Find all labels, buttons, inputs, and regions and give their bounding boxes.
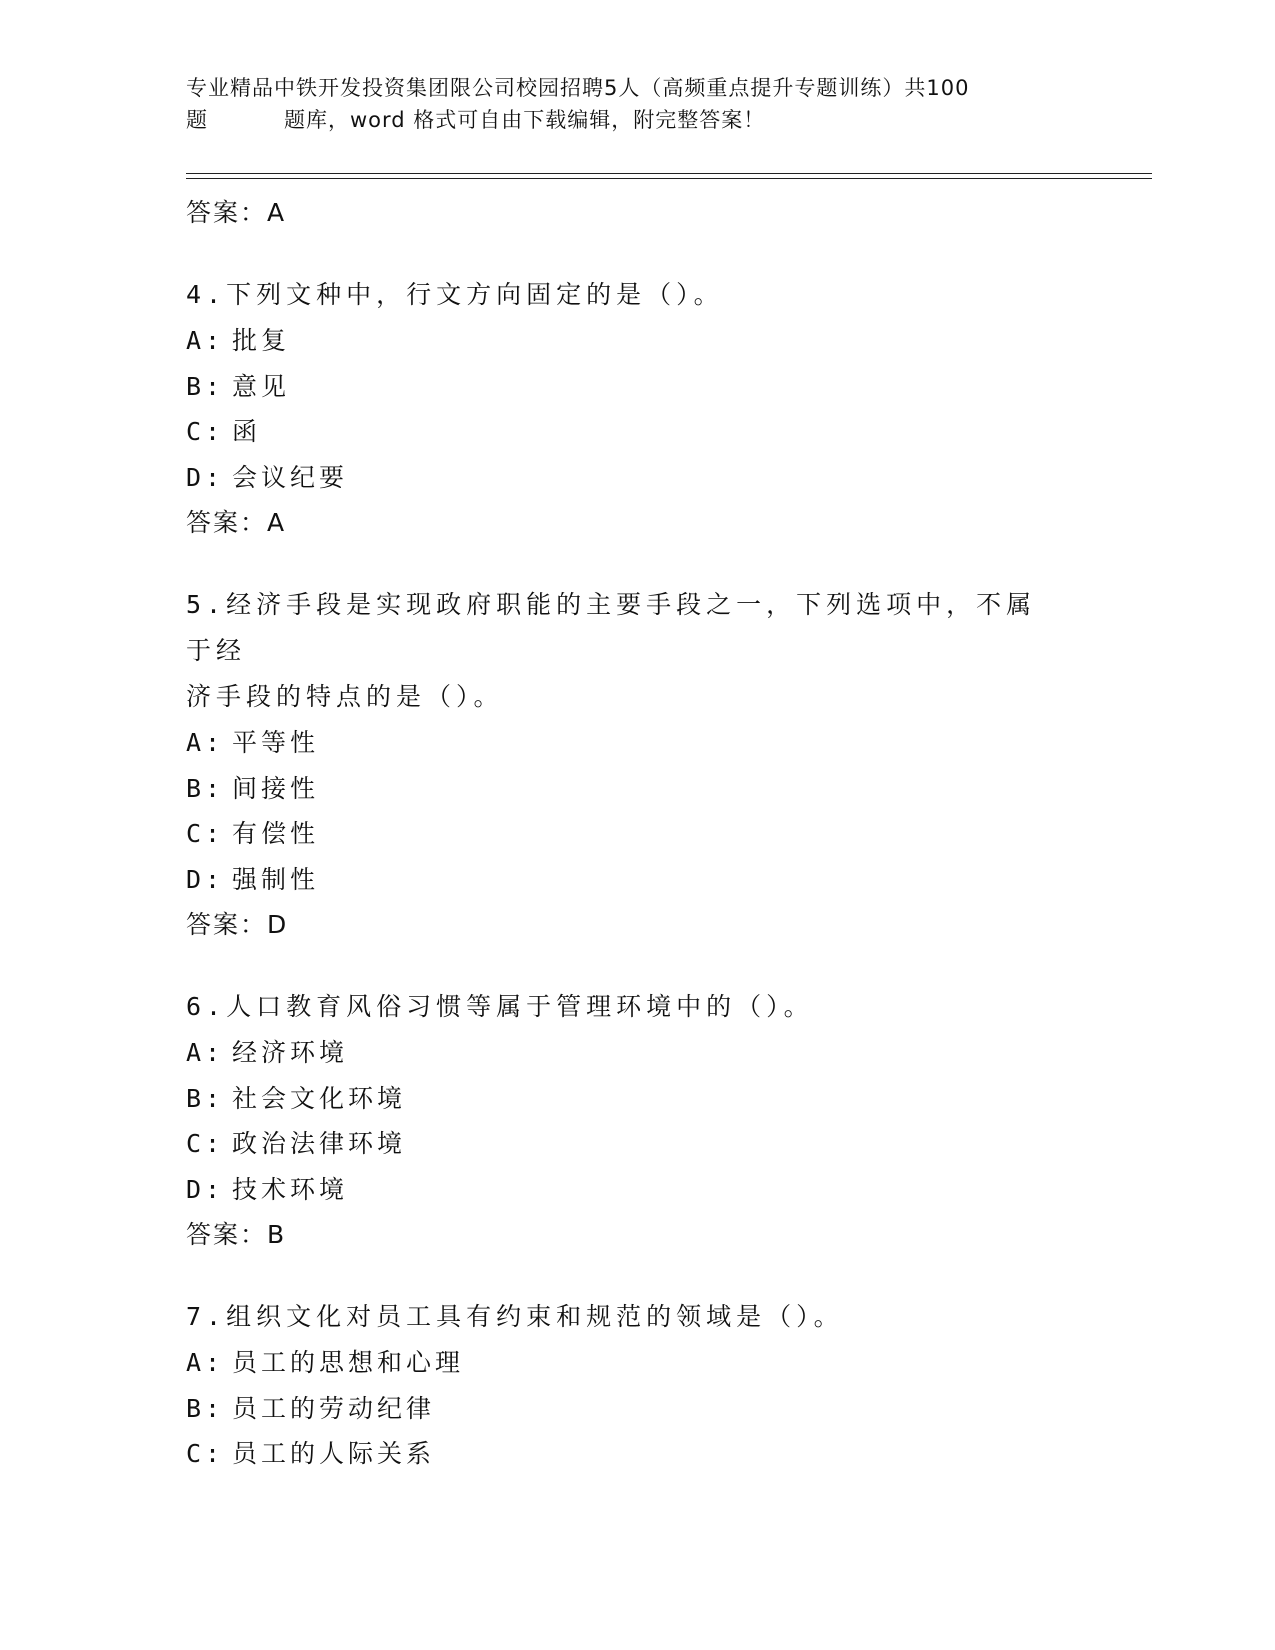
header-rule-top (186, 173, 1152, 174)
option-row (186, 1167, 1066, 1213)
option-text: 强制性 (232, 864, 320, 894)
header-line-1: 专业精品中铁开发投资集团限公司校园招聘5人（高频重点提升专题训练）共100 (186, 76, 970, 100)
document-header (186, 72, 1086, 136)
option-text: 技术环境 (232, 1174, 349, 1204)
option-label: B: (186, 371, 225, 401)
option-row (186, 1030, 1066, 1076)
header-line-2-lead: 题 (186, 108, 208, 132)
option-label: D: (186, 1174, 225, 1204)
option-label: A: (186, 1348, 225, 1377)
question-item (186, 1294, 1066, 1477)
option-label: A: (186, 326, 225, 355)
question-text: 4.下列文种中，行文方向固定的是（）。 (186, 280, 724, 309)
header-line-2-rest: 题库，word 格式可自由下载编辑，附完整答案！ (284, 108, 766, 132)
header-rule-bottom (186, 178, 1152, 179)
option-label: C: (186, 1439, 225, 1468)
question-item (186, 984, 1066, 1258)
option-row (186, 720, 1066, 766)
option-label: D: (186, 462, 225, 492)
option-row (186, 364, 1066, 410)
option-row (186, 857, 1066, 903)
answer-line: 答案：D (186, 910, 289, 939)
option-label: B: (186, 773, 225, 803)
option-row (186, 1431, 1066, 1477)
option-row (186, 1121, 1066, 1167)
option-text: 有偿性 (232, 819, 320, 848)
option-text: 员工的劳动纪律 (232, 1393, 436, 1423)
option-text: 社会文化环境 (232, 1083, 407, 1113)
option-label: D: (186, 864, 225, 894)
question-text: 6.人口教育风俗习惯等属于管理环境中的（）。 (186, 992, 814, 1021)
option-label: B: (186, 1393, 225, 1423)
option-row (186, 1076, 1066, 1122)
option-label: B: (186, 1083, 225, 1113)
option-text: 员工的人际关系 (232, 1439, 436, 1468)
option-row (186, 455, 1066, 501)
option-text: 函 (232, 417, 262, 446)
option-text: 政治法律环境 (232, 1129, 407, 1158)
option-row (186, 1386, 1066, 1432)
option-text: 会议纪要 (232, 462, 349, 492)
question-text-line-2: 济手段的特点的是（）。 (186, 682, 504, 711)
option-label: C: (186, 1129, 225, 1158)
option-text: 员工的思想和心理 (232, 1348, 465, 1377)
option-label: A: (186, 728, 225, 757)
question-text: 7.组织文化对员工具有约束和规范的领域是（）。 (186, 1302, 844, 1331)
question-text-line-1: 5.经济手段是实现政府职能的主要手段之一，下列选项中，不属于经 (186, 590, 1037, 665)
option-row (186, 1340, 1066, 1386)
answer-line: 答案：A (186, 198, 287, 227)
option-text: 间接性 (232, 773, 320, 803)
option-text: 平等性 (232, 728, 320, 757)
option-text: 意见 (232, 371, 291, 401)
option-text: 批复 (232, 326, 291, 355)
option-row (186, 318, 1066, 364)
option-label: C: (186, 417, 225, 446)
answer-line: 答案：B (186, 1220, 287, 1249)
question-list (186, 190, 1066, 1477)
option-label: A: (186, 1038, 225, 1067)
question-item (186, 582, 1066, 948)
question-item (186, 272, 1066, 546)
header-line-2 (186, 104, 1086, 136)
option-row (186, 811, 1066, 857)
option-text: 经济环境 (232, 1038, 349, 1067)
answer-line: 答案：A (186, 508, 287, 537)
option-label: C: (186, 819, 225, 848)
option-row (186, 409, 1066, 455)
option-row (186, 766, 1066, 812)
